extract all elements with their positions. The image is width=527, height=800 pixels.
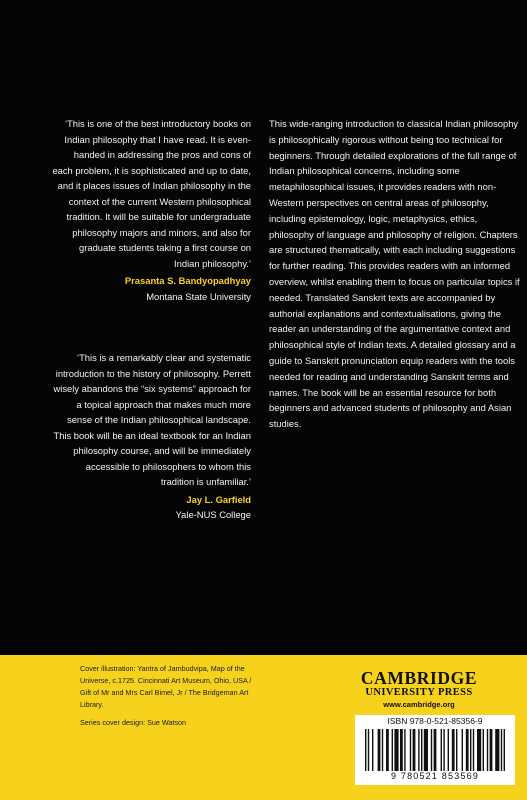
- isbn-label: ISBN 978-0-521-85356-9: [387, 716, 483, 726]
- footer-band: [0, 655, 527, 800]
- barcode-icon: [365, 729, 505, 771]
- endorsement-quote-1: [51, 116, 251, 304]
- quote-author: Prasanta S. Bandyopadhyay: [124, 275, 251, 286]
- barcode-digits: 9 780521 853569: [390, 771, 480, 781]
- book-description: [269, 116, 521, 432]
- quote-institution: Yale-NUS College: [175, 509, 251, 520]
- quote-text: ‘This is one of the best introductory books on Indian philosophy that I have read. It is even-handed in addressing the pros and cons of each problem, it is sophisticated and up to date, and it places issues of Indian philosophy in the context of the current Western philosophical tradition. It will be suitable for undergraduate philosophy majors and minors, and also for graduate students taking a first course on Indian philosophy.’: [52, 118, 251, 269]
- quote-institution: Montana State University: [146, 290, 251, 302]
- description-text: This wide-ranging introduction to classical Indian philosophy is philosophically rigorous without being too technical for beginners. Through detailed explorations of the full range of Indian philosophical concerns, including some metaphilosophical issues, it provides readers with non-Western perspectives on central areas of philosophy, including epistemology, logic, metaphysics, ethics, philosophy of language and philosophy of religion. Chapters are structured thematically, with each including suggestions for further reading. This provides readers with an informed overview, whilst enabling them to focus on particular topics if needed. Translated Sanskrit texts are accompanied by authorial explanations and contextualisations, giving the reader an understanding of the argumentative context and philosophical style of Indian texts. A detailed glossary and a guide to Sanskrit pronunciation equip readers with the tools needed for reading and understanding Sanskrit terms and names. The book will be an essential resource for both beginners and advanced students of philosophy and Asian studies.: [269, 118, 520, 430]
- quote-author: Jay L. Garfield: [186, 493, 251, 505]
- cover-credits: [80, 663, 260, 729]
- publisher-url: www.cambridge.org: [383, 700, 455, 709]
- design-credit: Series cover design: Sue Watson: [80, 718, 187, 727]
- endorsement-quote-2: [51, 350, 251, 523]
- illustration-credit: Cover illustration: Yantra of Jambudvipa, Map of the Universe, c.1725. Cincinnati Art Museum, Ohio, USA / Gift of Mr and Mrs Carl Bimel, Jr / The Bridgeman Art Library.: [80, 664, 252, 709]
- barcode-panel: [355, 715, 515, 785]
- publisher-subtitle: UNIVERSITY PRESS: [365, 687, 473, 698]
- quote-text: ‘This is a remarkably clear and systematic introduction to the history of philosophy. Perrett wisely abandons the “six systems” approach for a topical approach that makes much more sense of the Indian philosophical landscape. This book will be an ideal textbook for an Indian philosophy course, and will be immediately accessible to philosophers to whom this tradition is unfamiliar.’: [53, 352, 251, 487]
- publisher-logo: [353, 669, 485, 710]
- publisher-name: CAMBRIDGE: [360, 668, 478, 688]
